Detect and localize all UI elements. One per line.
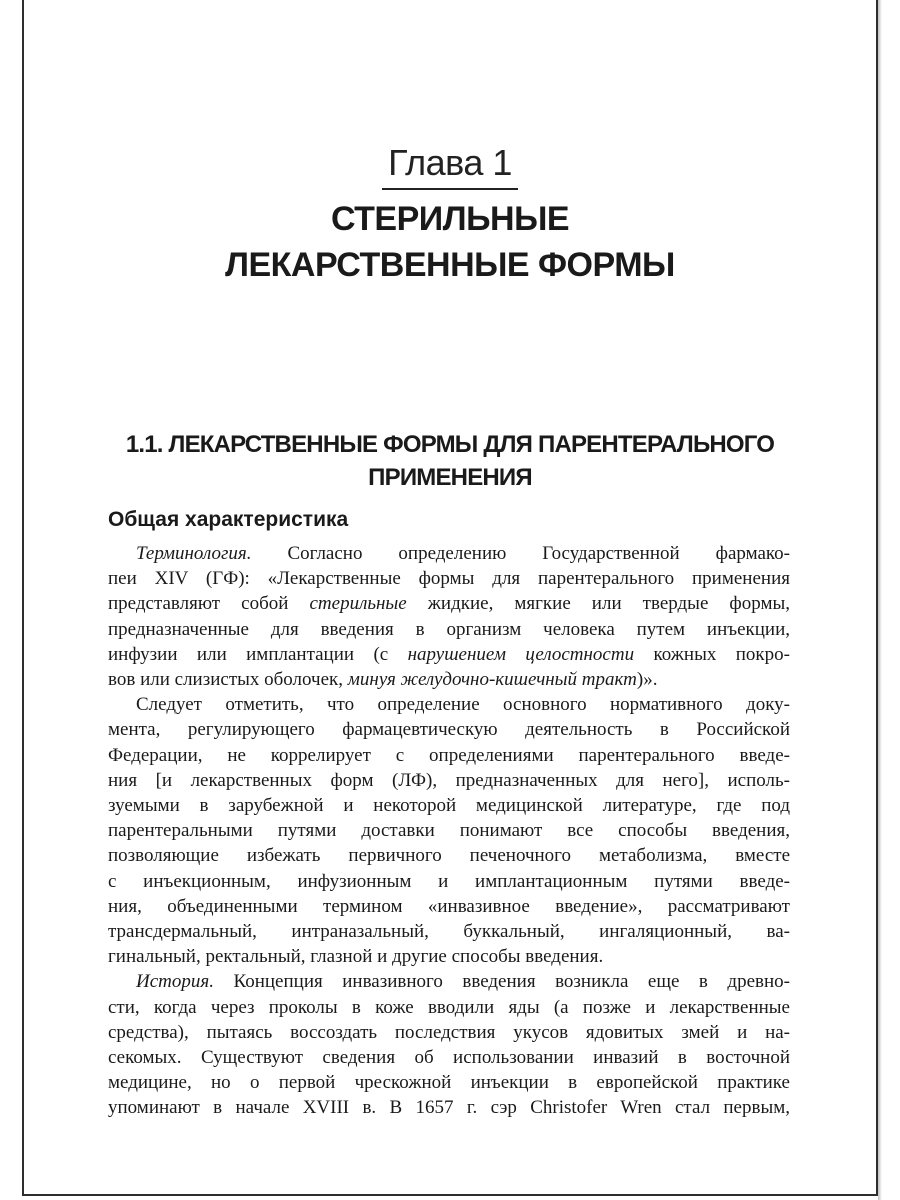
text-line: предназначенные для введения в организм человека путем инъекции, <box>108 618 790 640</box>
section-title <box>0 428 900 494</box>
text-line: ния [и лекарственных форм (ЛФ), предназначенных для него], исполь- <box>108 769 790 791</box>
text-line: История. Концепция инвазивного введения возникла еще в древно- <box>136 971 790 993</box>
paragraph-history <box>108 969 790 1120</box>
chapter-title-line-2: ЛЕКАРСТВЕННЫЕ ФОРМЫ <box>225 246 675 284</box>
text-line: вов или слизистых оболочек, минуя желудочно-кишечный тракт)». <box>108 669 658 691</box>
text-line: секомых. Существуют сведения об использовании инвазий в восточной <box>108 1047 790 1069</box>
text-line: Федерации, не коррелирует с определениями парентерального введе- <box>108 744 790 766</box>
text-line: гинальный, ректальный, глазной и другие способы введения. <box>108 946 604 968</box>
text-line: парентеральными путями доставки понимают все способы введения, <box>108 820 790 842</box>
chapter-title <box>0 196 900 288</box>
body-text <box>108 541 790 1121</box>
text-line: представляют собой стерильные жидкие, мягкие или твердые формы, <box>108 593 790 615</box>
paragraph-note <box>108 692 790 969</box>
paragraph-lead: История. <box>136 971 214 993</box>
text-line: сти, когда через проколы в коже вводили яды (а позже и лекарственные <box>108 996 790 1018</box>
text-line: с инъекционным, инфузионным и имплантационным путями введе- <box>108 870 790 892</box>
text-line: средства), пытаясь воссоздать последствия укусов ядовитых змей и на- <box>108 1021 790 1043</box>
text-line: упоминают в начале XVIII в. В 1657 г. сэр Christofer Wren стал первым, <box>108 1097 790 1119</box>
text-line: мента, регулирующего фармацевтическую деятельность в Российской <box>108 719 790 741</box>
text-line: Терминология. Согласно определению Государственной фармако- <box>136 543 791 564</box>
text-line: трансдермальный, интраназальный, буккальный, ингаляционный, ва- <box>108 921 790 943</box>
chapter-title-line-1: СТЕРИЛЬНЫЕ <box>330 200 570 238</box>
section-title-line-1: 1.1. ЛЕКАРСТВЕННЫЕ ФОРМЫ ДЛЯ ПАРЕНТЕРАЛЬНОГО <box>125 431 775 458</box>
paragraph-lead: Терминология. <box>136 543 252 564</box>
text-line: ния, объединенными термином «инвазивное введение», рассматривают <box>108 895 790 917</box>
section-title-line-2: ПРИМЕНЕНИЯ <box>368 464 532 491</box>
chapter-label <box>0 142 900 190</box>
text-line: инфузии или имплантации (с нарушением целостности кожных покро- <box>108 643 790 665</box>
chapter-label-text: Глава 1 <box>382 142 518 190</box>
text-line: позволяющие избежать первичного печеночного метаболизма, вместе <box>108 845 790 867</box>
text-line: пеи XIV (ГФ): «Лекарственные формы для парентерального применения <box>108 568 790 590</box>
subsection-title: Общая характеристика <box>108 508 349 531</box>
paragraph-terminology <box>108 541 790 692</box>
text-line: зуемыми в зарубежной и некоторой медицинской литературе, где под <box>108 795 790 817</box>
text-line: Следует отметить, что определение основного нормативного доку- <box>136 694 790 716</box>
text-line: медицине, но о первой чрескожной инъекции в европейской практике <box>108 1072 790 1094</box>
